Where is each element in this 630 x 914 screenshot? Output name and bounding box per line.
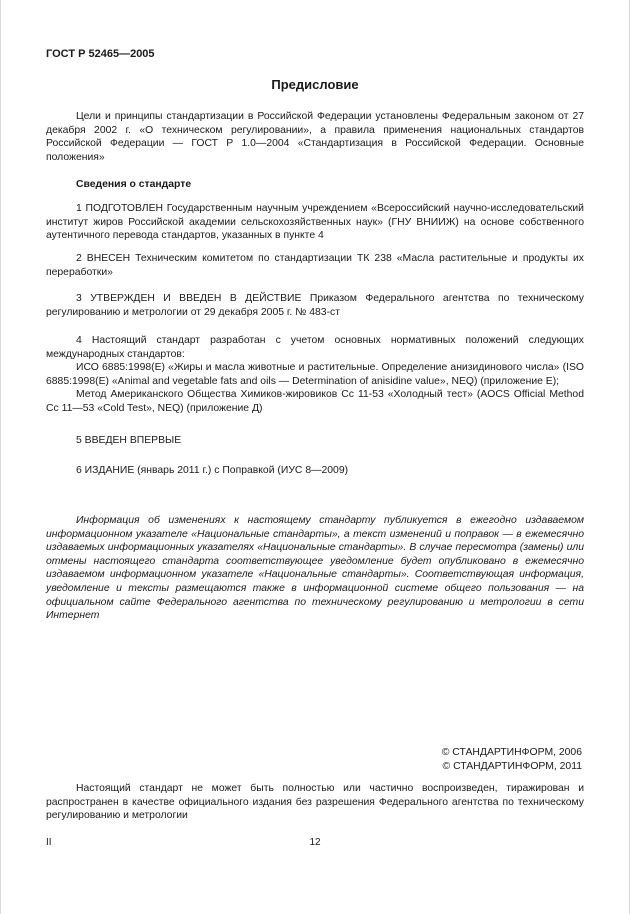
item-2-text: 2 ВНЕСЕН Техническим комитетом по стандартизации ТК 238 «Масла растительные и продукты их переработки» [46,253,584,278]
item-1 [46,202,584,243]
item-6-text: 6 ИЗДАНИЕ (январь 2011 г.) с Поправкой (ИУС 8—2009) [76,465,349,476]
page-edge-left [0,0,1,914]
section-heading: Сведения о стандарте [76,179,192,190]
copyright-block [46,746,584,773]
item-1-text: 1 ПОДГОТОВЛЕН Государственным научным учреждением «Всероссийский научно-исследовательский институт жиров Российской академии сельскохозяйственных наук» (ГНУ ВНИИЖ) на основе собственного аутентичного перевода стандартов, указанных в пункте 4 [46,203,584,242]
notice-block [46,514,584,623]
legal-block [46,782,584,823]
notice-paragraph: Информация об изменениях к настоящему стандарту публикуется в ежегодно издаваемом информационном указателе «Национальные стандарты», а текст изменений и поправок — в ежемесячно издаваемых информационных указателях «Национальные стандарты». В случае пересмотра (замены) или отмены настоящего стандарта соответствующее уведомление будет опубликовано в ежемесячно издаваемом информационном указателе «Национальные стандарты». Соответствующая информация, уведомление и тексты размещаются также в информационной системе общего пользования — на официальном сайте Федерального агентства по техническому регулированию и метрологии в сети Интернет [46,515,584,622]
page-title: Предисловие [271,77,359,92]
item-2 [46,252,584,279]
page-number: 12 [309,837,321,848]
item-4-iso-reference: ИСО 6885:1998(Е) «Жиры и масла животные и растительные. Определение анизидинового числа» (ISO 6885:1998(E) «Animal and vegetable fats and oils — Determination of anisidine value», NEQ) (приложение Е); [46,362,584,387]
intro-paragraph: Цели и принципы стандартизации в Российской Федерации установлены Федеральным законом от 27 декабря 2002 г. «О техническом регулировании», а правила применения национальных стандартов Российской Федерации — ГОСТ Р 1.0—2004 «Стандартизация в Российской Федерации. Основные положения» [46,111,584,163]
item-4 [46,334,584,416]
item-5 [46,434,584,448]
legal-paragraph: Настоящий стандарт не может быть полностью или частично воспроизведен, тиражирован и распространен в качестве официального издания без разрешения Федерального агентства по техническому регулированию и метрологии [46,783,584,822]
item-5-text: 5 ВВЕДЕН ВПЕРВЫЕ [76,435,182,446]
item-3-text: 3 УТВЕРЖДЕН И ВВЕДЕН В ДЕЙСТВИЕ Приказом Федерального агентства по техническому регулированию и метрологии от 29 декабря 2005 г. № 483-ст [46,293,584,318]
item-4-text: 4 Настоящий стандарт разработан с учетом основных нормативных положений следующих международных стандартов: [46,335,584,360]
copyright-line-1: © СТАНДАРТИНФОРМ, 2006 [441,747,582,758]
document-id: ГОСТ Р 52465—2005 [46,48,155,60]
item-3 [46,292,584,319]
copyright-line-2: © СТАНДАРТИНФОРМ, 2011 [442,760,582,772]
section-heading-block [46,178,584,192]
roman-page-number: II [46,837,52,848]
intro-block [46,110,584,164]
item-6 [46,464,584,478]
item-4-aocs-reference: Метод Американского Общества Химиков-жировиков Cc 11-53 «Холодный тест» (AOCS Official Method Cc 11—53 «Cold Test», NEQ) (приложение Д) [46,389,584,414]
